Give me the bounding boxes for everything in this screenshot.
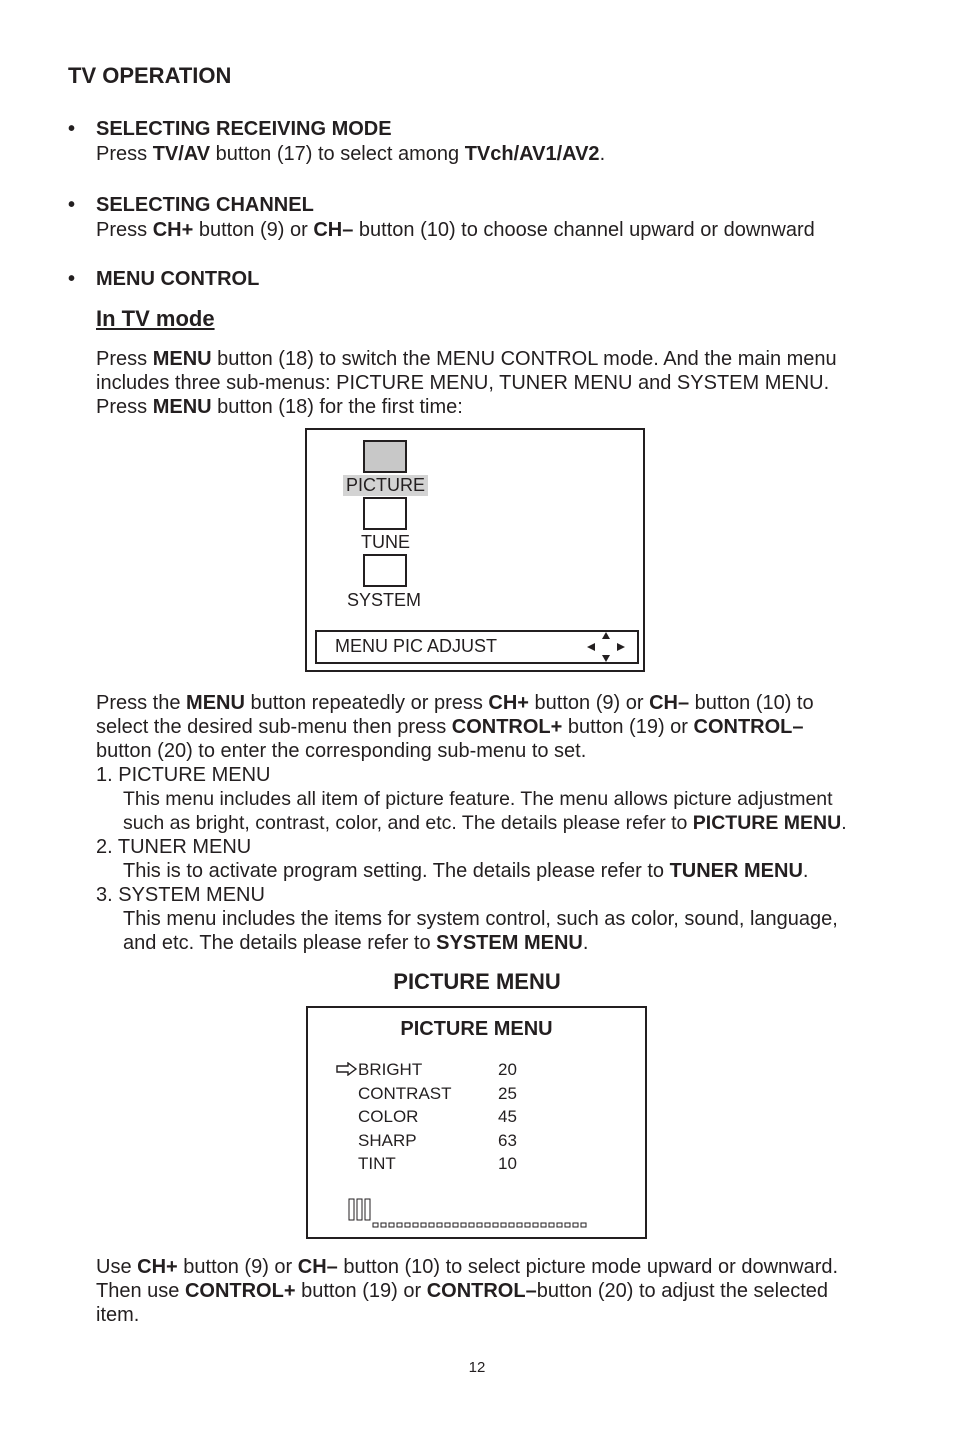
- page-number: 12: [468, 1359, 486, 1376]
- level-step-empty: [413, 1223, 418, 1227]
- menu-item-system: SYSTEM: [347, 590, 422, 610]
- level-step-empty: [405, 1223, 410, 1227]
- instruction-line-3: button (20) to enter the corresponding sub-menu to set.: [96, 740, 587, 762]
- bullet-title-menu-control: MENU CONTROL: [96, 268, 260, 290]
- instruction-line-2: select the desired sub-menu then press CONTROL+ button (19) or CONTROL–: [96, 716, 804, 738]
- footer-line-3: item.: [96, 1304, 140, 1326]
- instruction-line-1: Press the MENU button repeatedly or press CH+ button (9) or CH– button (10) to: [96, 692, 814, 714]
- level-step-empty: [525, 1223, 530, 1227]
- selection-arrow-icon: [336, 1062, 358, 1076]
- menu-item-picture: PICTURE: [343, 475, 428, 496]
- level-step-empty: [549, 1223, 554, 1227]
- footer-line-2: Then use CONTROL+ button (19) or CONTROL–button (20) to adjust the selected: [96, 1280, 829, 1302]
- level-bar: [348, 1198, 588, 1230]
- page-title: TV OPERATION: [68, 63, 232, 88]
- list-item-picture-menu-line-1: This menu includes all item of picture feature. The menu allows picture adjustment: [123, 788, 833, 810]
- level-step-empty: [477, 1223, 482, 1227]
- bullet-dot: •: [68, 268, 76, 290]
- level-step-empty: [397, 1223, 402, 1227]
- level-step-empty: [541, 1223, 546, 1227]
- picture-row-sharp: SHARP 63: [358, 1131, 517, 1150]
- menu-status-text: MENU PIC ADJUST: [335, 636, 498, 656]
- bullet-dot: •: [68, 118, 76, 140]
- level-step-empty: [485, 1223, 490, 1227]
- picture-row-color: COLOR 45: [358, 1107, 517, 1126]
- menu-item-tune: TUNE: [361, 532, 410, 552]
- list-item-picture-menu-title: 1. PICTURE MENU: [96, 764, 271, 786]
- footer-line-1: Use CH+ button (9) or CH– button (10) to select picture mode upward or downward.: [96, 1256, 839, 1278]
- level-step-empty: [437, 1223, 442, 1227]
- tv-mode-heading: In TV mode: [96, 306, 215, 331]
- list-item-tuner-menu-line-1: This is to activate program setting. The details please refer to TUNER MENU.: [123, 860, 809, 882]
- level-step-empty: [469, 1223, 474, 1227]
- level-step-empty: [517, 1223, 522, 1227]
- intro-line-3: Press MENU button (18) for the first time:: [96, 396, 463, 418]
- list-item-system-menu-title: 3. SYSTEM MENU: [96, 884, 265, 906]
- picture-row-tint: TINT 10: [358, 1154, 517, 1173]
- system-menu-icon: [363, 554, 407, 587]
- picture-menu-screen-title: PICTURE MENU: [400, 1018, 553, 1040]
- level-step-empty: [557, 1223, 562, 1227]
- level-step-empty: [573, 1223, 578, 1227]
- level-step-empty: [501, 1223, 506, 1227]
- level-step-empty: [429, 1223, 434, 1227]
- list-item-tuner-menu-title: 2. TUNER MENU: [96, 836, 252, 858]
- list-item-system-menu-line-2: and etc. The details please refer to SYSTEM MENU.: [123, 932, 589, 954]
- level-step-empty: [453, 1223, 458, 1227]
- list-item-system-menu-line-1: This menu includes the items for system control, such as color, sound, language,: [123, 908, 838, 930]
- picture-menu-screen: [306, 1006, 647, 1239]
- level-step-empty: [381, 1223, 386, 1227]
- level-step-empty: [445, 1223, 450, 1227]
- picture-menu-heading: PICTURE MENU: [393, 969, 561, 994]
- level-step-filled: [349, 1199, 354, 1220]
- level-step-empty: [533, 1223, 538, 1227]
- menu-status-bar: [315, 630, 639, 664]
- list-item-picture-menu-line-2: such as bright, contrast, color, and etc. The details please refer to PICTURE MENU.: [123, 812, 847, 834]
- level-step-empty: [421, 1223, 426, 1227]
- navigation-arrows-icon: [585, 630, 627, 664]
- bullet-title-receiving-mode: SELECTING RECEIVING MODE: [96, 118, 392, 140]
- bullet-title-selecting-channel: SELECTING CHANNEL: [96, 194, 314, 216]
- level-step-empty: [581, 1223, 586, 1227]
- level-step-empty: [565, 1223, 570, 1227]
- level-step-filled: [365, 1199, 370, 1220]
- bullet-dot: •: [68, 194, 76, 216]
- level-step-empty: [461, 1223, 466, 1227]
- level-step-empty: [509, 1223, 514, 1227]
- picture-menu-icon: [363, 440, 407, 473]
- picture-row-contrast: CONTRAST 25: [358, 1084, 517, 1103]
- intro-line-2: includes three sub-menus: PICTURE MENU, TUNER MENU and SYSTEM MENU.: [96, 372, 830, 394]
- level-step-empty: [373, 1223, 378, 1227]
- level-step-empty: [389, 1223, 394, 1227]
- intro-line-1: Press MENU button (18) to switch the MENU CONTROL mode. And the main menu: [96, 348, 837, 370]
- selecting-channel-text: Press CH+ button (9) or CH– button (10) to choose channel upward or downward: [96, 219, 815, 241]
- picture-row-bright: BRIGHT 20: [358, 1060, 517, 1079]
- level-step-empty: [493, 1223, 498, 1227]
- tune-menu-icon: [363, 497, 407, 530]
- level-step-filled: [357, 1199, 362, 1220]
- receiving-mode-text: Press TV/AV button (17) to select among TVch/AV1/AV2.: [96, 143, 606, 165]
- main-menu-screen: [305, 428, 645, 672]
